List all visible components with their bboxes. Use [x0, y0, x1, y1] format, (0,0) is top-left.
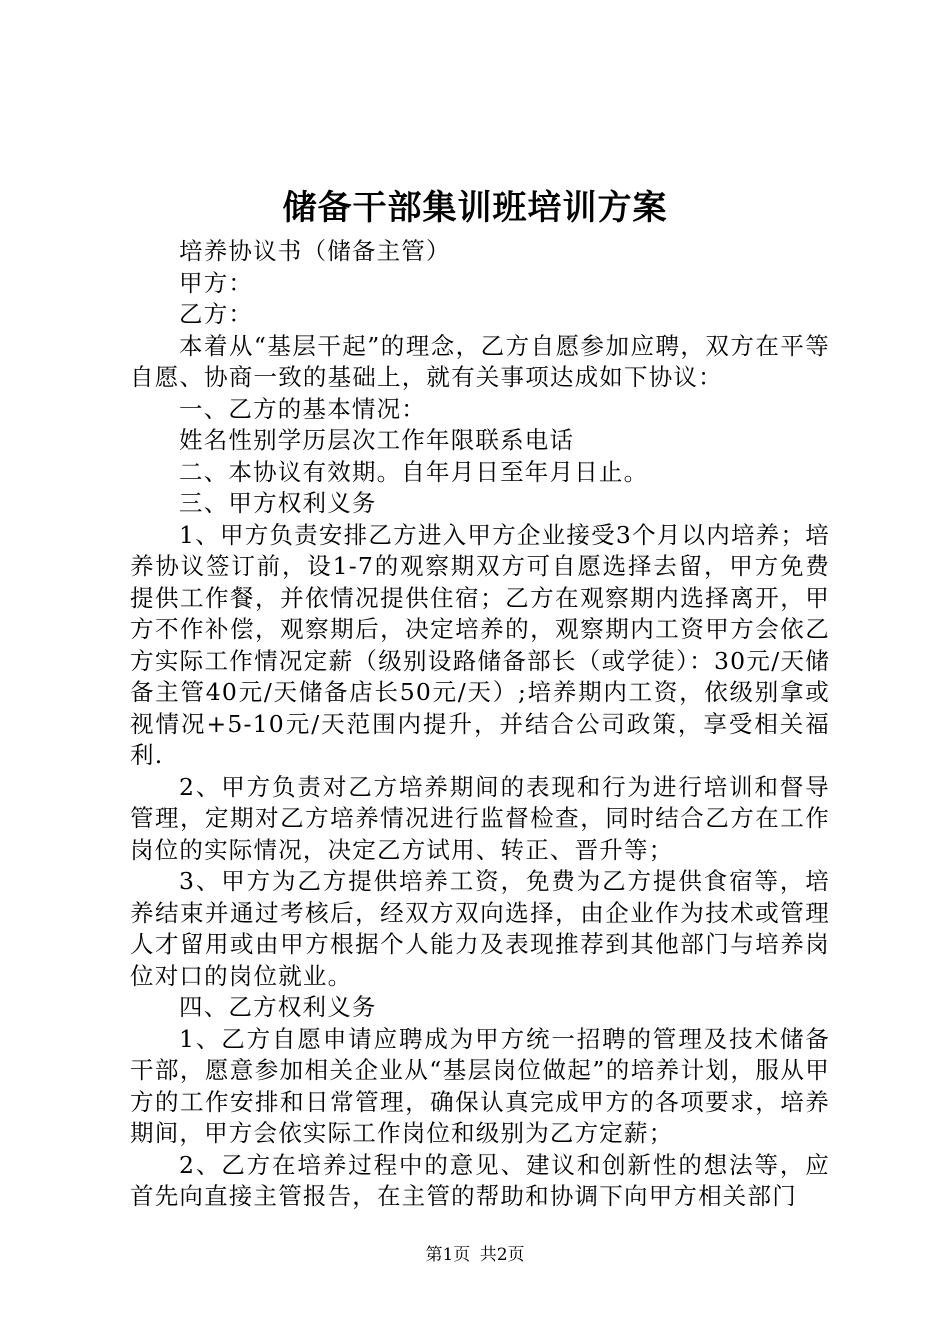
paragraph: 三、甲方权利义务: [179, 489, 377, 517]
page-footer: [0, 1244, 950, 1266]
document-body: [130, 236, 830, 1213]
page-total: 共2页: [479, 1245, 525, 1265]
paragraph: 姓名性别学历层次工作年限联系电话: [179, 426, 575, 454]
paragraph: 2、乙方在培养过程中的意见、建议和创新性的想法等，应首先向直接主管报告，在主管的帮助和协调下向甲方相关部门: [130, 1150, 830, 1210]
page-number: 第1页: [425, 1245, 471, 1265]
paragraph: 2、甲方负责对乙方培养期间的表现和行为进行培训和督导管理，定期对乙方培养情况进行监督检查，同时结合乙方在工作岗位的实际情况，决定乙方试用、转正、晋升等；: [130, 772, 830, 864]
paragraph: 四、乙方权利义务: [179, 993, 377, 1021]
paragraph: 1、甲方负责安排乙方进入甲方企业接受3个月以内培养；培养协议签订前，设1-7的观察期双方可自愿选择去留，甲方免费提供工作餐，并依情况提供住宿；乙方在观察期内选择离开，甲方不作补偿，观察期后，决定培养的，观察期内工资甲方会依乙方实际工作情况定薪（级别设路储备部长（或学徒）：30元/天储备主管40元/天储备店长50元/天）;培养期内工资，依级别拿或视情况+5-10元/天范围内提升，并结合公司政策，享受相关福利.: [130, 520, 830, 769]
paragraph: 本着从“基层干起”的理念，乙方自愿参加应聘，双方在平等自愿、协商一致的基础上，就有关事项达成如下协议：: [130, 331, 830, 391]
paragraph: 甲方：: [179, 268, 254, 297]
paragraph: 一、乙方的基本情况：: [179, 394, 426, 423]
paragraph: 培养协议书（储备主管）: [179, 237, 451, 265]
document-title: 储备干部集训班培训方案: [282, 188, 668, 228]
paragraph: 乙方：: [179, 300, 254, 328]
paragraph: 3、甲方为乙方提供培养工资，免费为乙方提供食宿等，培养结束并通过考核后，经双方双向选择，由企业作为技术或管理人才留用或由甲方根据个人能力及表现推荐到其他部门与培养岗位对口的岗位就业。: [130, 867, 830, 990]
paragraph: 1、乙方自愿申请应聘成为甲方统一招聘的管理及技术储备干部，愿意参加相关企业从“基层岗位做起”的培养计划，服从甲方的工作安排和日常管理，确保认真完成甲方的各项要求，培养期间，甲方会依实际工作岗位和级别为乙方定薪；: [130, 1024, 830, 1147]
paragraph: 二、本协议有效期。自年月日至年月日止。: [179, 457, 649, 486]
